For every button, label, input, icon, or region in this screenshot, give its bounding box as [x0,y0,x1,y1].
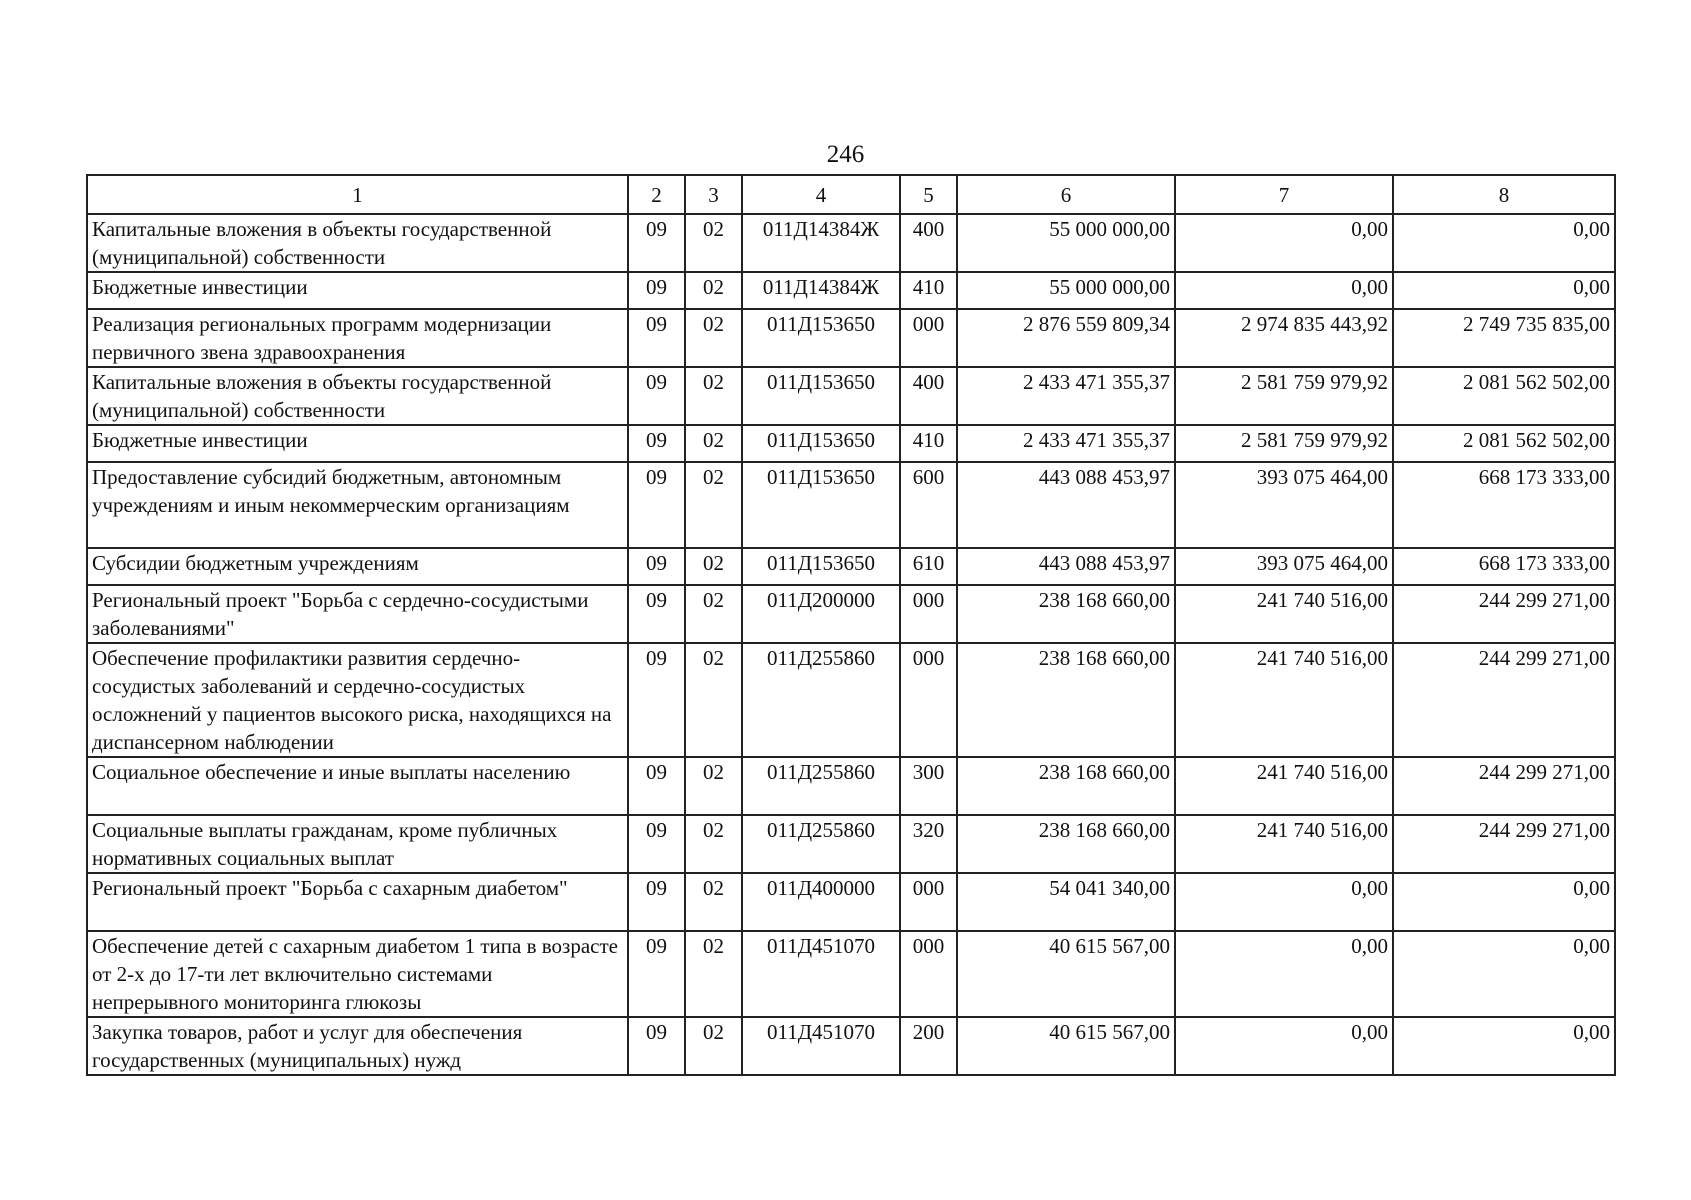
row-amount-8: 2 749 735 835,00 [1393,309,1615,367]
row-name: Обеспечение профилактики развития сердечно-сосудистых заболеваний и сердечно-сосудистых осложнений у пациентов высокого риска, находящихся на диспансерном наблюдении [87,643,628,757]
table-row [87,309,1615,367]
header-col-6: 6 [957,175,1175,214]
row-amount-6: 238 168 660,00 [957,585,1175,643]
header-col-7: 7 [1175,175,1393,214]
row-target-article: 011Д451070 [742,931,900,1017]
row-target-article: 011Д200000 [742,585,900,643]
table-row [87,815,1615,873]
row-amount-7: 393 075 464,00 [1175,462,1393,548]
row-amount-8: 244 299 271,00 [1393,815,1615,873]
row-amount-7: 241 740 516,00 [1175,757,1393,815]
row-amount-6: 238 168 660,00 [957,643,1175,757]
row-amount-7: 2 581 759 979,92 [1175,367,1393,425]
row-amount-8: 244 299 271,00 [1393,643,1615,757]
budget-table [86,174,1616,1076]
row-section: 09 [628,931,685,1017]
table-row [87,931,1615,1017]
row-amount-8: 2 081 562 502,00 [1393,367,1615,425]
row-amount-8: 0,00 [1393,272,1615,309]
row-subsection: 02 [685,548,742,585]
row-target-article: 011Д255860 [742,815,900,873]
row-expense-type: 000 [900,931,957,1017]
row-expense-type: 610 [900,548,957,585]
row-amount-8: 668 173 333,00 [1393,462,1615,548]
row-amount-6: 40 615 567,00 [957,931,1175,1017]
row-section: 09 [628,214,685,272]
row-amount-7: 393 075 464,00 [1175,548,1393,585]
row-amount-6: 2 433 471 355,37 [957,425,1175,462]
row-amount-6: 55 000 000,00 [957,272,1175,309]
table-row [87,757,1615,815]
header-col-1: 1 [87,175,628,214]
row-section: 09 [628,309,685,367]
table-row [87,462,1615,548]
row-subsection: 02 [685,367,742,425]
row-section: 09 [628,462,685,548]
row-target-article: 011Д153650 [742,462,900,548]
row-section: 09 [628,425,685,462]
header-col-5: 5 [900,175,957,214]
row-amount-7: 0,00 [1175,1017,1393,1075]
row-amount-6: 2 876 559 809,34 [957,309,1175,367]
row-expense-type: 400 [900,367,957,425]
row-section: 09 [628,272,685,309]
row-section: 09 [628,873,685,931]
row-section: 09 [628,585,685,643]
row-target-article: 011Д153650 [742,548,900,585]
row-expense-type: 000 [900,585,957,643]
row-target-article: 011Д451070 [742,1017,900,1075]
row-amount-7: 0,00 [1175,214,1393,272]
row-target-article: 011Д255860 [742,757,900,815]
row-name: Региональный проект "Борьба с сахарным диабетом" [87,873,628,931]
row-amount-6: 40 615 567,00 [957,1017,1175,1075]
row-target-article: 011Д153650 [742,367,900,425]
row-name: Капитальные вложения в объекты государственной (муниципальной) собственности [87,214,628,272]
row-amount-7: 0,00 [1175,272,1393,309]
row-section: 09 [628,643,685,757]
table-row [87,873,1615,931]
row-amount-6: 2 433 471 355,37 [957,367,1175,425]
row-amount-8: 0,00 [1393,931,1615,1017]
row-subsection: 02 [685,757,742,815]
row-name: Субсидии бюджетным учреждениям [87,548,628,585]
row-expense-type: 000 [900,873,957,931]
row-target-article: 011Д14384Ж [742,272,900,309]
table-body [87,214,1615,1075]
row-name: Региональный проект "Борьба с сердечно-сосудистыми заболеваниями" [87,585,628,643]
row-expense-type: 600 [900,462,957,548]
row-target-article: 011Д14384Ж [742,214,900,272]
row-amount-7: 0,00 [1175,873,1393,931]
row-expense-type: 200 [900,1017,957,1075]
row-target-article: 011Д400000 [742,873,900,931]
row-subsection: 02 [685,643,742,757]
row-amount-8: 2 081 562 502,00 [1393,425,1615,462]
row-subsection: 02 [685,1017,742,1075]
row-name: Социальные выплаты гражданам, кроме публичных нормативных социальных выплат [87,815,628,873]
row-amount-8: 0,00 [1393,1017,1615,1075]
table-row [87,643,1615,757]
row-subsection: 02 [685,462,742,548]
row-amount-7: 241 740 516,00 [1175,815,1393,873]
row-target-article: 011Д255860 [742,643,900,757]
row-section: 09 [628,367,685,425]
row-section: 09 [628,757,685,815]
row-amount-6: 238 168 660,00 [957,757,1175,815]
row-amount-6: 443 088 453,97 [957,548,1175,585]
row-name: Социальное обеспечение и иные выплаты населению [87,757,628,815]
table-row [87,548,1615,585]
row-name: Реализация региональных программ модернизации первичного звена здравоохранения [87,309,628,367]
header-row [87,175,1615,214]
row-section: 09 [628,548,685,585]
row-subsection: 02 [685,585,742,643]
row-subsection: 02 [685,272,742,309]
row-expense-type: 410 [900,272,957,309]
row-amount-7: 241 740 516,00 [1175,643,1393,757]
row-name: Бюджетные инвестиции [87,272,628,309]
row-amount-6: 55 000 000,00 [957,214,1175,272]
table-row [87,367,1615,425]
row-amount-7: 2 974 835 443,92 [1175,309,1393,367]
table-row [87,214,1615,272]
row-subsection: 02 [685,425,742,462]
table-row [87,425,1615,462]
row-section: 09 [628,815,685,873]
row-amount-8: 0,00 [1393,214,1615,272]
row-expense-type: 000 [900,643,957,757]
row-name: Обеспечение детей с сахарным диабетом 1 типа в возрасте от 2-х до 17-ти лет включительно системами непрерывного мониторинга глюкозы [87,931,628,1017]
row-subsection: 02 [685,931,742,1017]
row-target-article: 011Д153650 [742,309,900,367]
row-amount-8: 244 299 271,00 [1393,585,1615,643]
header-col-4: 4 [742,175,900,214]
header-col-3: 3 [685,175,742,214]
table-row [87,585,1615,643]
header-col-2: 2 [628,175,685,214]
row-amount-6: 238 168 660,00 [957,815,1175,873]
row-target-article: 011Д153650 [742,425,900,462]
row-subsection: 02 [685,214,742,272]
row-amount-8: 668 173 333,00 [1393,548,1615,585]
row-subsection: 02 [685,873,742,931]
row-amount-6: 443 088 453,97 [957,462,1175,548]
row-section: 09 [628,1017,685,1075]
table-row [87,1017,1615,1075]
row-expense-type: 000 [900,309,957,367]
row-expense-type: 410 [900,425,957,462]
row-expense-type: 320 [900,815,957,873]
row-expense-type: 300 [900,757,957,815]
table-header [87,175,1615,214]
row-amount-7: 2 581 759 979,92 [1175,425,1393,462]
row-subsection: 02 [685,309,742,367]
row-expense-type: 400 [900,214,957,272]
row-amount-6: 54 041 340,00 [957,873,1175,931]
row-subsection: 02 [685,815,742,873]
row-amount-7: 241 740 516,00 [1175,585,1393,643]
page-number: 246 [826,141,865,168]
row-name: Предоставление субсидий бюджетным, автономным учреждениям и иным некоммерческим организациям [87,462,628,548]
row-amount-8: 244 299 271,00 [1393,757,1615,815]
header-col-8: 8 [1393,175,1615,214]
row-amount-8: 0,00 [1393,873,1615,931]
row-name: Капитальные вложения в объекты государственной (муниципальной) собственности [87,367,628,425]
table-row [87,272,1615,309]
row-amount-7: 0,00 [1175,931,1393,1017]
row-name: Закупка товаров, работ и услуг для обеспечения государственных (муниципальных) нужд [87,1017,628,1075]
row-name: Бюджетные инвестиции [87,425,628,462]
